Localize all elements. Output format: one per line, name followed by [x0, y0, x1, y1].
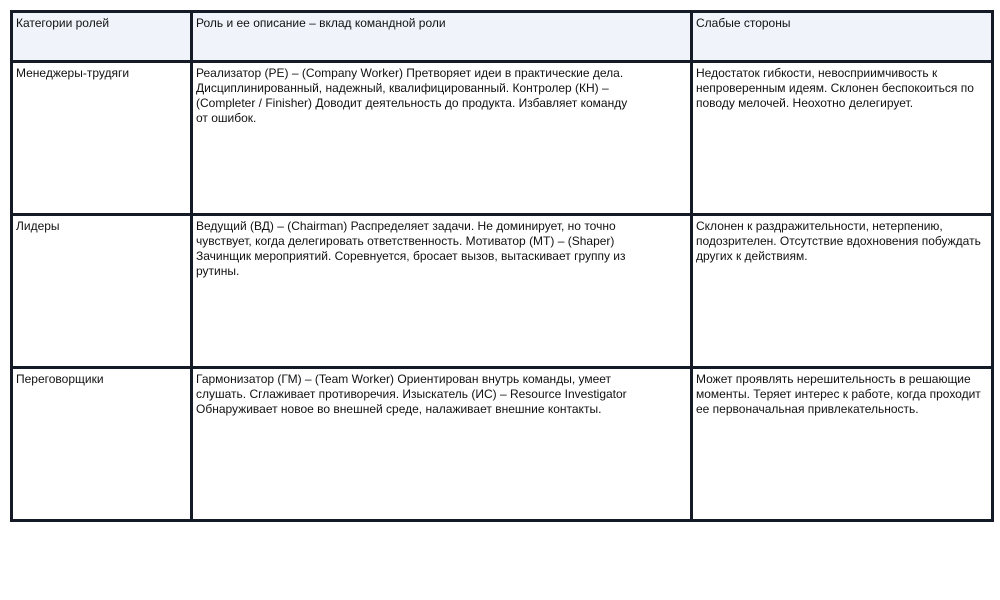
weaknesses-cell	[692, 62, 993, 215]
header-categories-label: Категории ролей	[16, 16, 110, 30]
category-text: Переговорщики	[16, 372, 104, 386]
description-text: Реализатор (РЕ) – (Company Worker) Претворяет идеи в практические дела. Дисциплинированный, надежный, квалифицированный. Контролер (КН) – (Completer / Finisher) Доводит деятельность до продукта. Избавляет команду от ошибок.	[196, 66, 628, 125]
weaknesses-text: Склонен к раздражительности, нетерпению, подозрителен. Отсутствие вдохновения побуждать других к действиям.	[696, 219, 981, 263]
description-text: Гармонизатор (ГМ) – (Team Worker) Ориентирован внутрь команды, умеет слушать. Сглаживает противоречия. Изыскатель (ИС) – Resource Investigator Обнаруживает новое во внешней среде, налаживает внешние контакты.	[196, 372, 627, 416]
header-weaknesses	[692, 12, 993, 62]
table-header	[12, 12, 993, 62]
category-text: Менеджеры-трудяги	[16, 66, 130, 80]
header-row	[12, 12, 993, 62]
weaknesses-text: Недостаток гибкости, невосприимчивость к непроверенным идеям. Склонен беспокоиться по поводу мелочей. Неохотно делегирует.	[696, 66, 974, 110]
category-cell	[12, 62, 192, 215]
table-row	[12, 62, 993, 215]
category-text: Лидеры	[16, 219, 60, 233]
header-weaknesses-label: Слабые стороны	[696, 16, 791, 30]
category-cell	[12, 215, 192, 368]
category-cell	[12, 368, 192, 521]
roles-table	[10, 10, 994, 522]
weaknesses-cell	[692, 368, 993, 521]
header-role-description-label: Роль и ее описание – вклад командной роли	[196, 16, 446, 30]
description-cell	[192, 368, 692, 521]
weaknesses-text: Может проявлять нерешительность в решающие моменты. Теряет интерес к работе, когда проходит ее первоначальная привлекательность.	[696, 372, 981, 416]
weaknesses-cell	[692, 215, 993, 368]
description-cell	[192, 62, 692, 215]
table-body	[12, 62, 993, 521]
description-text: Ведущий (ВД) – (Chairman) Распределяет задачи. Не доминирует, но точно чувствует, когда делегировать ответственность. Мотиватор (МТ) – (Shaper) Зачинщик мероприятий. Соревнуется, бросает вызов, вытаскивает группу из рутины.	[196, 219, 626, 278]
header-categories	[12, 12, 192, 62]
header-role-description	[192, 12, 692, 62]
table-row	[12, 368, 993, 521]
description-cell	[192, 215, 692, 368]
table-row	[12, 215, 993, 368]
